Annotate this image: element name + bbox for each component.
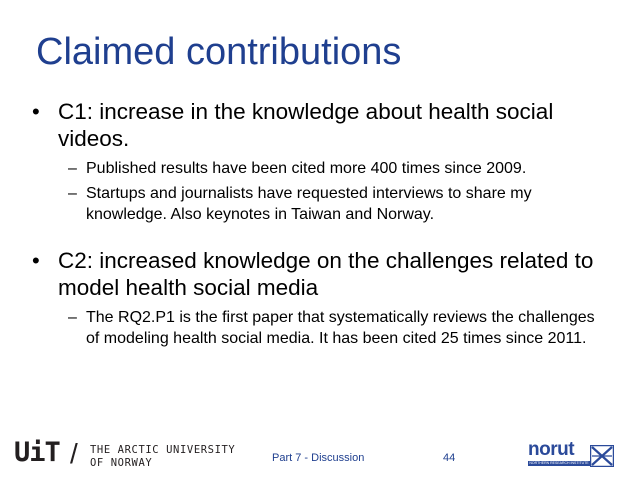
bullet-c2	[32, 247, 607, 301]
sub-bullet-text: Startups and journalists have requested interviews to share my knowledge. Also keynotes in Taiwan and Norway.	[86, 185, 532, 223]
bullet-dot-icon: •	[32, 99, 40, 124]
sub-bullet-dash-icon: –	[68, 309, 77, 326]
bullet-dot-icon: •	[32, 248, 40, 273]
bullet-gap	[32, 225, 607, 247]
uit-logo-line2: OF NORWAY	[90, 457, 153, 469]
slide-title: Claimed contributions	[36, 31, 402, 73]
bullet-c1	[32, 98, 607, 152]
sub-bullet-c1-citations	[32, 158, 607, 179]
sub-bullet-dash-icon: –	[68, 185, 77, 202]
uit-logo-line1: THE ARCTIC UNIVERSITY	[90, 444, 236, 456]
norut-logo	[528, 440, 628, 470]
flag-icon	[590, 445, 614, 467]
sub-bullet-c1-interviews	[32, 183, 607, 225]
uit-logo-word: UiT	[14, 437, 60, 468]
bullet-c1-text: C1: increase in the knowledge about health social videos.	[58, 99, 554, 151]
page-number: 44	[443, 452, 456, 464]
bullet-c2-text: C2: increased knowledge on the challenges related to model health social media	[58, 248, 594, 300]
uit-logo-slash-icon: /	[70, 438, 78, 469]
bullet-list	[32, 98, 607, 349]
sub-bullet-text: The RQ2.P1 is the first paper that systematically reviews the challenges of modeling health social media. It has been cited 25 times since 2011.	[86, 309, 595, 347]
slide-footer	[0, 432, 638, 479]
norut-logo-tagline: NORTHERN RESEARCH INSTITUTE	[529, 461, 589, 465]
norut-logo-word: norut	[528, 439, 575, 460]
sub-bullet-c2-review	[32, 307, 607, 349]
sub-bullet-dash-icon: –	[68, 160, 77, 177]
uit-logo	[14, 437, 236, 472]
footer-section: Part 7 - Discussion	[272, 452, 365, 464]
sub-bullet-text: Published results have been cited more 400 times since 2009.	[86, 160, 527, 177]
